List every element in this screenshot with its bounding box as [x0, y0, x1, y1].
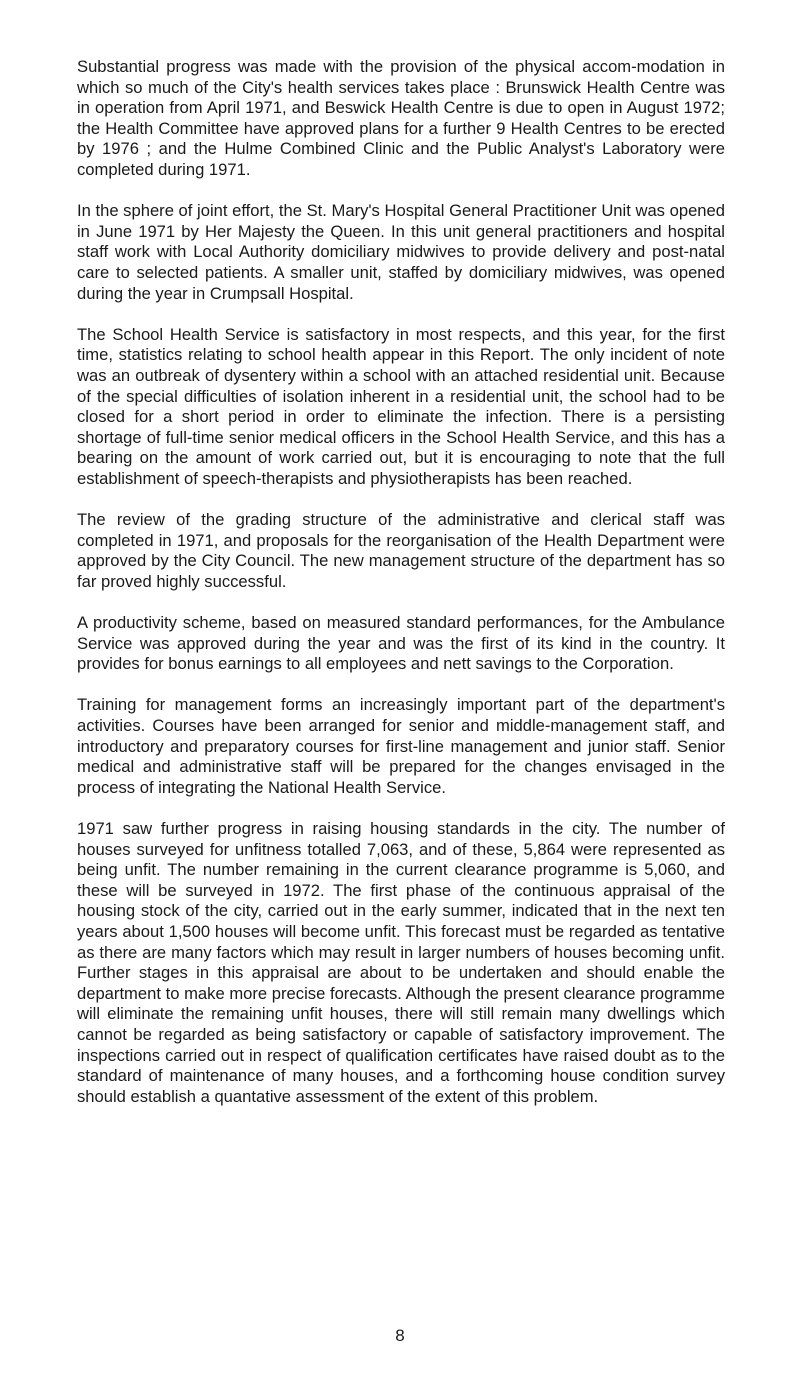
paragraph-productivity-scheme: A productivity scheme, based on measured standard performances, for the Ambulance Service was approved during the year and was the first of its kind in the country. It provides for bonus earnings to all employees and nett savings to the Corporation.	[77, 613, 725, 674]
page-number: 8	[395, 1326, 405, 1345]
paragraph-housing-standards: 1971 saw further progress in raising housing standards in the city. The number of houses surveyed for unfitness totalled 7,063, and of these, 5,864 were represented as being unfit. The number remaining in the current clearance programme is 5,060, and these will be surveyed in 1972. The first phase of the continuous appraisal of the housing stock of the city, carried out in the early summer, indicated that in the next ten years about 1,500 houses will become unfit. This forecast must be regarded as tentative as there are many factors which may result in larger numbers of houses becoming unfit. Further stages in this appraisal are about to be undertaken and should enable the department to make more precise forecasts. Although the present clearance programme will eliminate the remaining unfit houses, there will still remain many dwellings which cannot be regarded as being satisfactory or capable of satisfactory improvement. The inspections carried out in respect of qualification certificates have raised doubt as to the standard of maintenance of many houses, and a forthcoming house condition survey should establish a quantative assessment of the extent of this problem.	[77, 818, 725, 1106]
paragraph-management-training: Training for management forms an increasingly important part of the department's activities. Courses have been arranged for senior and middle-management staff, and introductory and preparatory courses for first-line management and junior staff. Senior medical and administrative staff will be prepared for the changes envisaged in the process of integrating the National Health Service.	[77, 695, 725, 797]
paragraph-joint-effort: In the sphere of joint effort, the St. Mary's Hospital General Practitioner Unit was opened in June 1971 by Her Majesty the Queen. In this unit general practitioners and hospital staff work with Local Authority domiciliary midwives to provide delivery and post-natal care to selected patients. A smaller unit, staffed by domiciliary midwives, was opened during the year in Crumpsall Hospital.	[77, 201, 725, 303]
paragraph-grading-review: The review of the grading structure of the administrative and clerical staff was completed in 1971, and proposals for the reorganisation of the Health Department were approved by the City Council. The new management structure of the department has so far proved highly successful.	[77, 510, 725, 591]
body-text	[77, 57, 725, 1128]
paragraph-health-centres: Substantial progress was made with the provision of the physical accom-modation in which so much of the City's health services takes place : Brunswick Health Centre was in operation from April 1971, and Beswick Health Centre is due to open in August 1972; the Health Committee have approved plans for a further 9 Health Centres to be erected by 1976 ; and the Hulme Combined Clinic and the Public Analyst's Laboratory were completed during 1971.	[77, 57, 725, 179]
paragraph-school-health: The School Health Service is satisfactory in most respects, and this year, for the first time, statistics relating to school health appear in this Report. The only incident of note was an outbreak of dysentery within a school with an attached residential unit. Because of the special difficulties of isolation inherent in a residential unit, the school had to be closed for a short period in order to eliminate the infection. There is a persisting shortage of full-time senior medical officers in the School Health Service, and this has a bearing on the amount of work carried out, but it is encouraging to note that the full establishment of speech-therapists and physiotherapists has been reached.	[77, 324, 725, 488]
